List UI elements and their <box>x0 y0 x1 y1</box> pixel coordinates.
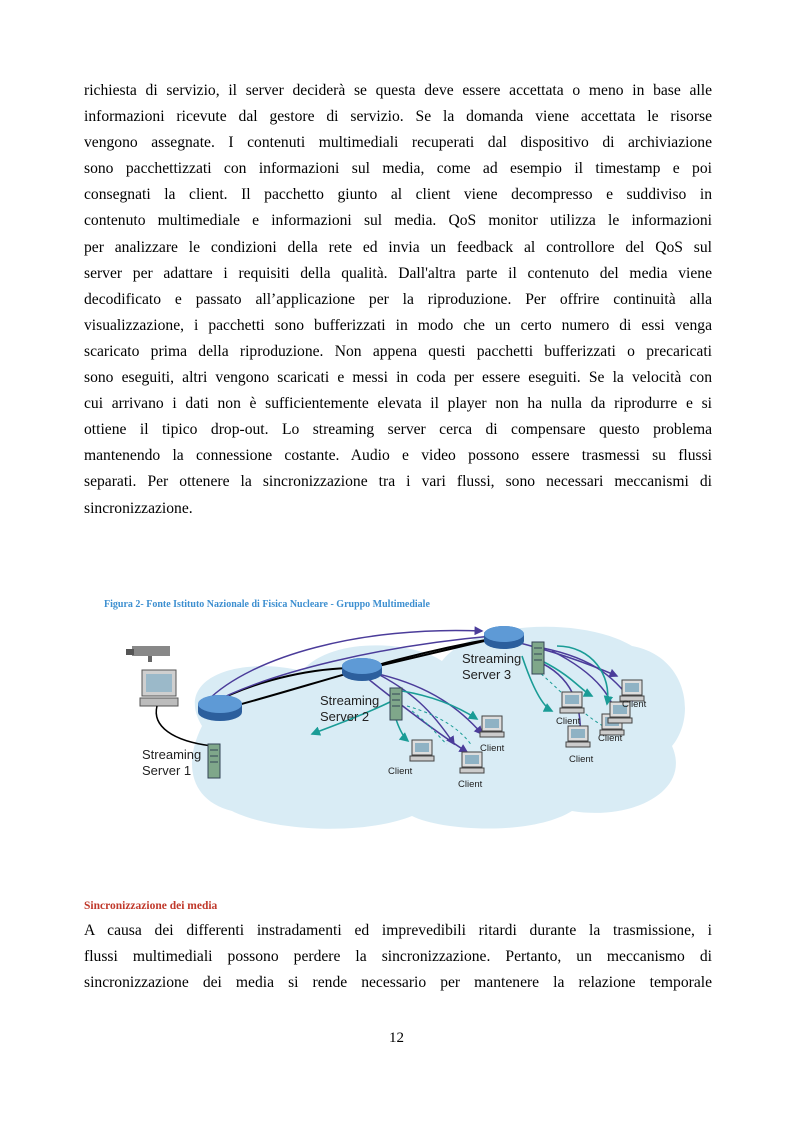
client-label: Client <box>480 743 505 754</box>
client-label: Client <box>556 716 581 727</box>
server2-label-line1: Streaming <box>320 693 380 708</box>
server1-label-line2: Server 1 <box>142 763 192 778</box>
server3-label-line2: Server 3 <box>462 667 512 682</box>
text-line: visualizzazione, i pacchetti sono bufferizzati in modo che un certo numero di essi venga <box>84 316 712 334</box>
text-line: ottiene il tipico drop-out. Lo streaming server cerca di compensare questo problema <box>84 421 712 439</box>
text-line: server per adattare i requisiti della qualità. Dall'altra parte il contenuto del media viene <box>84 264 712 282</box>
client-pc-icon <box>480 716 504 737</box>
client-label: Client <box>388 766 413 777</box>
client-pc-icon <box>620 680 644 701</box>
client-pc-icon <box>560 692 584 713</box>
network-diagram-svg <box>112 616 692 836</box>
text-line: scaricato prima della riproduzione. Non appena questi pacchetti bufferizzati o precaricati <box>84 342 712 360</box>
client-pc-icon <box>460 752 484 773</box>
text-line: informazioni ricevute dal gestore di servizio. Se la domanda viene accettata le risorse <box>84 108 712 126</box>
text-line: A causa dei differenti instradamenti ed imprevedibili ritardi durante la trasmissione, i <box>84 922 712 939</box>
network-diagram <box>112 616 692 836</box>
text-line: per analizzare le condizioni della rete ed invia un feedback al controllore del QoS sul <box>84 238 712 256</box>
server-tower-icon <box>390 688 402 720</box>
text-line: mantenendo la connessione costante. Audio e video possono essere trasmessi su flussi <box>84 447 712 465</box>
text-line: decodificato e passato all’applicazione per la riproduzione. Per offrire continuità alla <box>84 290 712 308</box>
client-label: Client <box>598 733 623 744</box>
section-heading: Sincronizzazione dei media <box>84 900 218 912</box>
figure-caption: Figura 2- Fonte Istituto Nazionale di Fisica Nucleare - Gruppo Multimediale <box>104 599 430 610</box>
text-line: separati. Per ottenere la sincronizzazione tra i vari flussi, sono necessari meccanismi di <box>84 473 712 491</box>
text-line: richiesta di servizio, il server deciderà se questa deve essere accettata o meno in base alle <box>84 82 712 99</box>
server3-label-line1: Streaming <box>462 651 522 666</box>
text-line: sono pacchettizzati con informazioni sul media, come ad esempio il timestamp e poi <box>84 160 712 178</box>
router-icon <box>342 658 382 681</box>
text-line: sono eseguiti, altri vengono scaricati e messi in coda per essere eseguiti. Se la velocità con <box>84 369 712 387</box>
client-pc-icon <box>410 740 434 761</box>
router-icon <box>484 626 524 649</box>
server-tower-icon <box>208 744 220 778</box>
client-label: Client <box>458 779 483 790</box>
text-line: cui arrivano i dati non è sufficientemente elevata il player non ha nulla da riprodurre e si <box>84 395 712 413</box>
client-pc-icon <box>566 726 590 747</box>
client-label: Client <box>569 754 594 765</box>
text-line: sincronizzazione dei media si rende necessario per mantenere la relazione temporale <box>84 974 712 992</box>
body-paragraph-2 <box>84 918 712 996</box>
text-line: contenuto multimediale e informazioni sul media. QoS monitor utilizza le informazioni <box>84 212 712 230</box>
server2-label-line2: Server 2 <box>320 709 370 724</box>
router-icon <box>198 695 242 721</box>
text-line: vengono assegnate. I contenuti multimediali recuperati dal dispositivo di archiviazione <box>84 134 712 152</box>
page-number: 12 <box>389 1030 404 1046</box>
text-line: consegnati la client. Il pacchetto giunto al client viene decompresso e suddiviso in <box>84 186 712 204</box>
server-tower-icon <box>532 642 544 674</box>
server1-label-line1: Streaming <box>142 747 202 762</box>
client-label: Client <box>622 699 647 710</box>
body-paragraph-1 <box>84 78 712 522</box>
text-line: flussi multimediali possono perdere la sincronizzazione. Pertanto, un meccanismo di <box>84 948 712 966</box>
text-line: sincronizzazione. <box>84 499 193 517</box>
